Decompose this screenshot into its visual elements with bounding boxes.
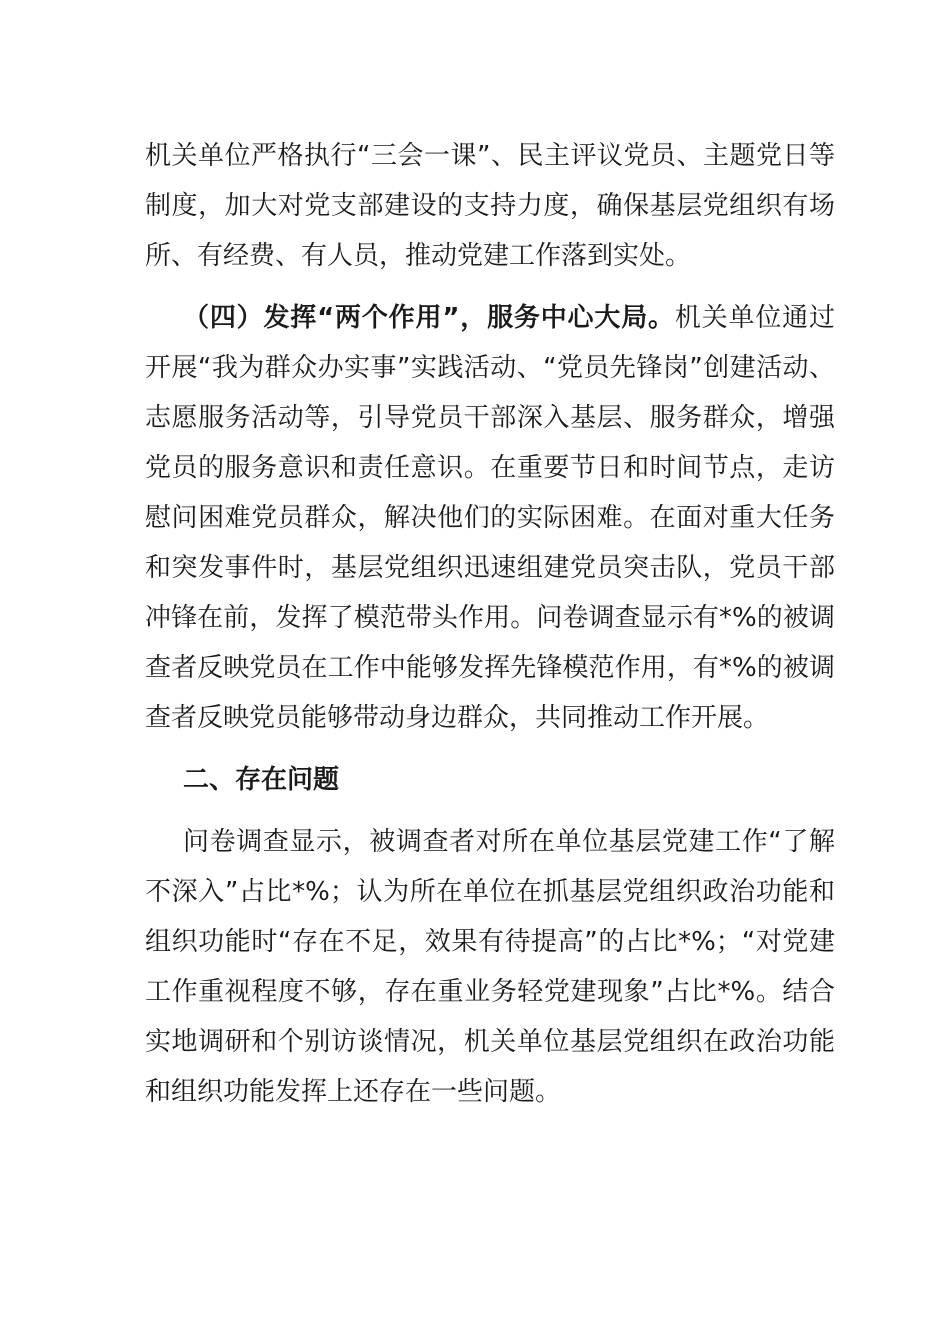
paragraph-body: 机关单位通过开展“我为群众办实事”实践活动、“党员先锋岗”创建活动、志愿服务活动等，引导党员干部深入基层、服务群众，增强党员的服务意识和责任意识。在重要节日和时间节点，走访慰问困难党员群众，解决他们的实际困难。在面对重大任务和突发事件时，基层党组织迅速组建党员突击队，党员干部冲锋在前，发挥了模范带头作用。问卷调查显示有*%的被调查者反映党员在工作中能够发挥先锋模范作用，有*%的被调查者反映党员能够带动身边群众，共同推动工作开展。 [145,303,835,733]
paragraph-section-four [145,293,835,743]
section-heading: 二、存在问题 [183,765,340,795]
subsection-heading: （四）发挥“两个作用”，服务中心大局。 [183,303,675,333]
paragraph-continued: 机关单位严格执行“三会一课”、民主评议党员、主题党日等制度，加大对党支部建设的支持力度，确保基层党组织有场所、有经费、有人员，推动党建工作落到实处。 [145,141,835,271]
document-body [145,131,835,1117]
paragraph-survey: 问卷调查显示，被调查者对所在单位基层党建工作“了解不深入”占比*%；认为所在单位在抓基层党组织政治功能和组织功能时“存在不足，效果有待提高”的占比*%；“对党建工作重视程度不够，存在重业务轻党建现象”占比*%。结合实地调研和个别访谈情况，机关单位基层党组织在政治功能和组织功能发挥上还存在一些问题。 [145,827,835,1107]
